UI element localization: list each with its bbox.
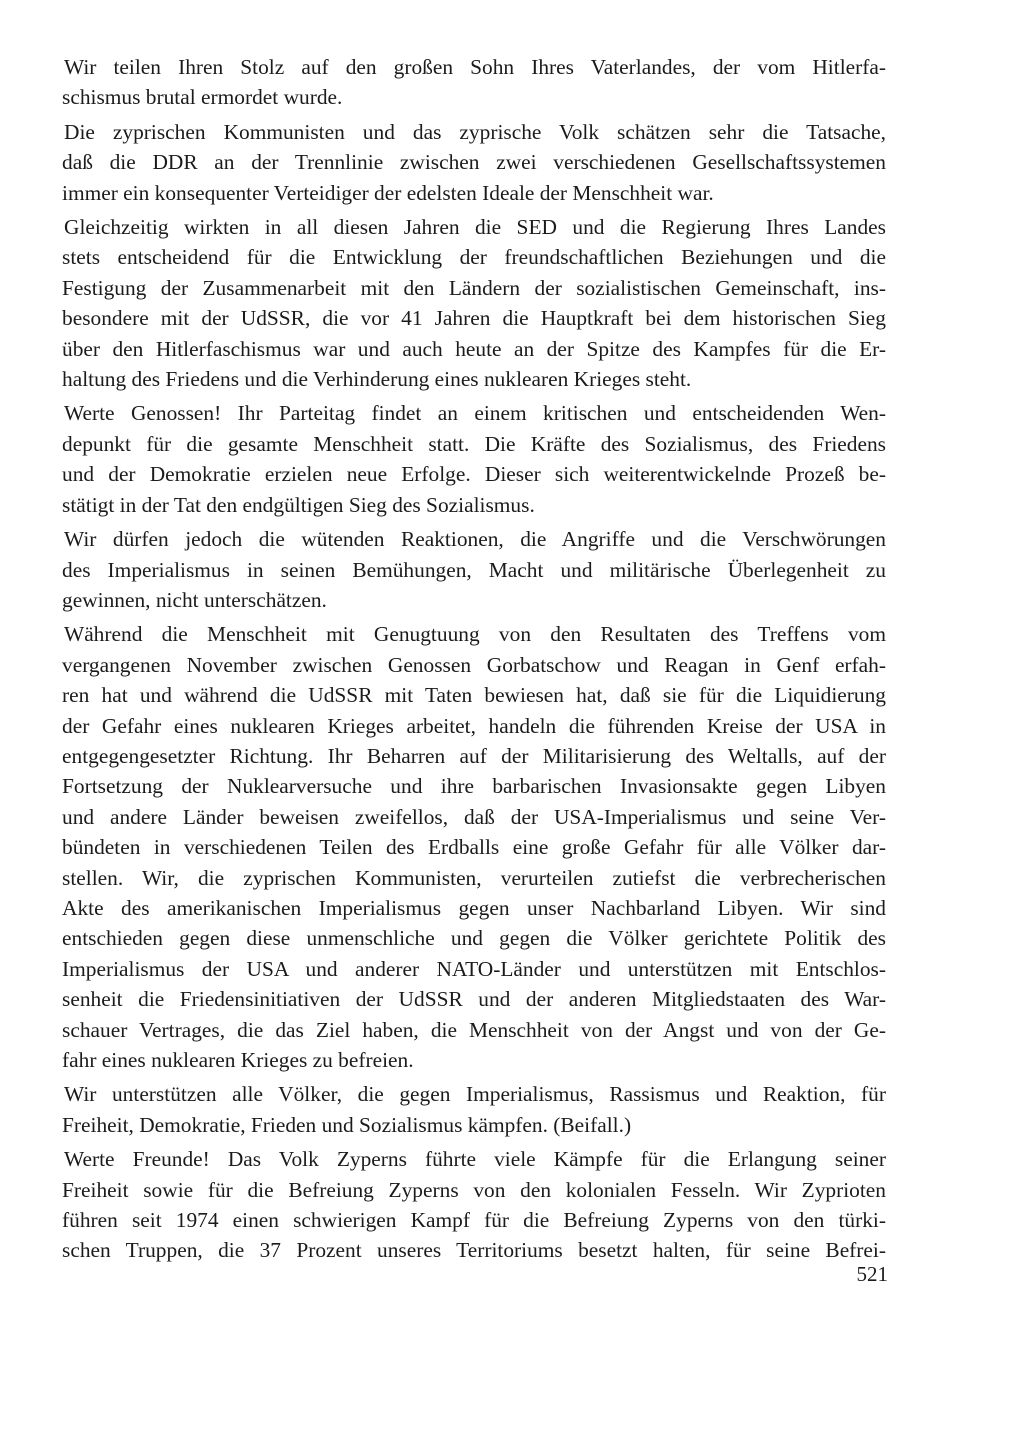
- text-line: Die zyprischen Kommunisten und das zyprische Volk schätzen sehr die Tatsache,: [64, 119, 886, 144]
- text-line: Freiheit sowie für die Befreiung Zyperns von den kolonialen Fesseln. Wir Zyprioten: [62, 1177, 886, 1202]
- text-line: fahr eines nuklearen Krieges zu befreien.: [62, 1048, 414, 1072]
- paragraph: [62, 1144, 886, 1266]
- text-line: schen Truppen, die 37 Prozent unseres Territoriums besetzt halten, für seine Befrei-: [62, 1238, 886, 1263]
- text-line: und der Demokratie erzielen neue Erfolge. Dieser sich weiterentwickelnde Prozeß be-: [62, 462, 886, 487]
- text-line: Wir unterstützen alle Völker, die gegen Imperialismus, Rassismus und Reaktion, für: [64, 1082, 886, 1107]
- text-line: Wir teilen Ihren Stolz auf den großen Sohn Ihres Vaterlandes, der vom Hitlerfa-: [64, 55, 886, 79]
- text-line: immer ein konsequenter Verteidiger der edelsten Ideale der Menschheit war.: [62, 180, 714, 205]
- text-line: entschieden gegen diese unmenschliche und gegen die Völker gerichtete Politik des: [62, 926, 886, 951]
- text-line: ren hat und während die UdSSR mit Taten bewiesen hat, daß sie für die Liquidierung: [62, 683, 886, 708]
- text-line: Festigung der Zusammenarbeit mit den Ländern der sozialistischen Gemeinschaft, ins-: [62, 275, 886, 300]
- text-line: Gleichzeitig wirkten in all diesen Jahren die SED und die Regierung Ihres Landes: [64, 215, 886, 240]
- paragraph: [62, 117, 886, 208]
- text-line: und andere Länder beweisen zweifellos, daß der USA-Imperialismus und seine Ver-: [62, 804, 886, 829]
- paragraph: [62, 52, 886, 113]
- text-line: schismus brutal ermordet wurde.: [62, 85, 343, 110]
- text-line: haltung des Friedens und die Verhinderung eines nuklearen Krieges steht.: [62, 367, 692, 392]
- paragraph: [62, 1079, 886, 1140]
- text-line: Fortsetzung der Nuklearversuche und ihre barbarischen Invasionsakte gegen Libyen: [62, 774, 886, 799]
- paragraph: [62, 212, 886, 394]
- text-line: Werte Genossen! Ihr Parteitag findet an einem kritischen und entscheidenden Wen-: [64, 401, 886, 426]
- text-line: Imperialismus der USA und anderer NATO-Länder und unterstützen mit Entschlos-: [62, 956, 886, 981]
- paragraph: [62, 398, 886, 520]
- text-line: stätigt in der Tat den endgültigen Sieg des Sozialismus.: [62, 492, 535, 517]
- text-line: depunkt für die gesamte Menschheit statt. Die Kräfte des Sozialismus, des Friedens: [62, 431, 886, 456]
- paragraph: [62, 619, 886, 1075]
- paragraph: [62, 524, 886, 615]
- page-body: [62, 52, 886, 1270]
- text-line: des Imperialismus in seinen Bemühungen, Macht und militärische Überlegenheit zu: [62, 557, 886, 582]
- page-number: 521: [856, 1262, 888, 1286]
- text-line: schauer Vertrages, die das Ziel haben, die Menschheit von der Angst und von der Ge-: [62, 1017, 886, 1042]
- text-line: besondere mit der UdSSR, die vor 41 Jahren die Hauptkraft bei dem historischen Sieg: [62, 306, 886, 331]
- text-line: senheit die Friedensinitiativen der UdSSR und der anderen Mitgliedstaaten des War-: [62, 987, 886, 1012]
- text-line: vergangenen November zwischen Genossen Gorbatschow und Reagan in Genf erfah-: [62, 652, 886, 677]
- text-line: führen seit 1974 einen schwierigen Kampf für die Befreiung Zyperns von den türki-: [62, 1208, 886, 1233]
- text-line: Freiheit, Demokratie, Frieden und Sozialismus kämpfen. (Beifall.): [62, 1112, 632, 1137]
- text-line: Werte Freunde! Das Volk Zyperns führte viele Kämpfe für die Erlangung seiner: [64, 1147, 886, 1172]
- text-line: Akte des amerikanischen Imperialismus gegen unser Nachbarland Libyen. Wir sind: [62, 895, 886, 920]
- text-line: über den Hitlerfaschismus war und auch heute an der Spitze des Kampfes für die Er-: [62, 336, 886, 361]
- text-line: bündeten in verschiedenen Teilen des Erdballs eine große Gefahr für alle Völker dar-: [62, 835, 886, 860]
- text-line: stellen. Wir, die zyprischen Kommunisten, verurteilen zutiefst die verbrecherischen: [62, 865, 886, 890]
- text-line: daß die DDR an der Trennlinie zwischen zwei verschiedenen Gesellschaftssystemen: [62, 150, 886, 175]
- text-line: entgegengesetzter Richtung. Ihr Beharren auf der Militarisierung des Weltalls, auf der: [62, 743, 886, 768]
- text-line: gewinnen, nicht unterschätzen.: [62, 587, 327, 612]
- text-line: der Gefahr eines nuklearen Krieges arbeitet, handeln die führenden Kreise der USA in: [62, 713, 886, 738]
- text-line: Während die Menschheit mit Genugtuung von den Resultaten des Treffens vom: [64, 622, 886, 647]
- text-line: stets entscheidend für die Entwicklung der freundschaftlichen Beziehungen und die: [62, 245, 886, 270]
- text-line: Wir dürfen jedoch die wütenden Reaktionen, die Angriffe und die Verschwörungen: [64, 527, 886, 552]
